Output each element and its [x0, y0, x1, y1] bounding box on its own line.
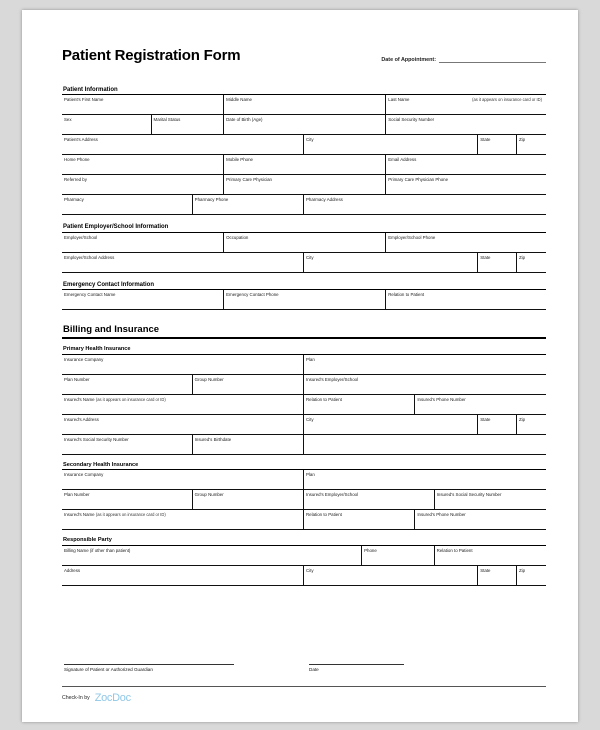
field-primary-insured-employer-school[interactable]: Insured's Employer/School [305, 376, 359, 382]
field-billing-zip[interactable]: Zip [518, 567, 526, 573]
field-primary-plan-number[interactable]: Plan Number [62, 375, 193, 394]
form-sheet [62, 48, 546, 704]
field-zip[interactable]: Zip [518, 137, 526, 143]
field-secondary-insured-name[interactable] [62, 510, 304, 529]
field-employer-school[interactable]: Employer/School [62, 233, 224, 252]
field-referred-by[interactable]: Referred by [62, 175, 224, 194]
subsection-heading-primary-insurance: Primary Health Insurance [62, 346, 546, 355]
table-row [62, 415, 546, 435]
field-primary-care-physician-phone[interactable]: Primary Care Physician Phone [388, 177, 449, 183]
form-header [62, 48, 546, 65]
employer-school-table [62, 233, 546, 273]
field-primary-insured-city[interactable]: City [304, 415, 478, 434]
field-primary-insured-phone-number[interactable]: Insured's Phone Number [417, 396, 466, 402]
table-row [62, 233, 546, 253]
field-billing-phone[interactable]: Phone [362, 546, 435, 565]
signature-label: Signature of Patient or Authorized Guardian [64, 667, 153, 672]
field-secondary-plan-number[interactable]: Plan Number [62, 490, 193, 509]
appointment-date-input[interactable] [439, 56, 546, 63]
field-emergency-contact-phone[interactable]: Emergency Contact Phone [224, 290, 386, 309]
field-primary-insured-ssn[interactable]: Insured's Social Security Number [62, 435, 193, 454]
field-primary-insured-name-hint: (as it appears on insurance card or ID) [95, 396, 166, 402]
table-row [62, 355, 546, 375]
field-sex[interactable]: Sex [62, 115, 152, 134]
page-title: Patient Registration Form [62, 47, 241, 64]
field-pharmacy-address[interactable]: Pharmacy Address [305, 197, 343, 203]
field-pharmacy-phone[interactable]: Pharmacy Phone [193, 195, 304, 214]
field-employer-school-phone[interactable]: Employer/School Phone [388, 234, 436, 240]
table-row [62, 435, 546, 455]
field-primary-insured-name-label: Insured's Name [64, 396, 95, 402]
form-footer [62, 686, 546, 704]
signature-date-label: Date [309, 667, 319, 672]
appointment-date-label: Date of Appointment: [381, 56, 436, 63]
table-row [62, 395, 546, 415]
field-middle-name[interactable]: Middle Name [224, 95, 386, 114]
table-row [62, 95, 546, 115]
secondary-insurance-table [62, 470, 546, 530]
field-secondary-plan[interactable]: Plan [306, 472, 315, 478]
signature-field[interactable] [64, 664, 234, 673]
table-row [62, 115, 546, 135]
field-primary-group-number[interactable]: Group Number [193, 375, 304, 394]
field-home-phone[interactable]: Home Phone [62, 155, 224, 174]
table-row [62, 546, 546, 566]
field-billing-relation-to-patient[interactable]: Relation to Patient [436, 547, 473, 553]
field-primary-row5-blank[interactable] [304, 435, 546, 454]
field-employer-school-address[interactable]: Employer/School Address [62, 253, 304, 272]
section-heading-employer-school: Patient Employer/School Information [62, 224, 546, 233]
field-city[interactable]: City [304, 135, 478, 154]
table-row [62, 290, 546, 310]
field-last-name-label: Last Name [388, 97, 410, 103]
footer-text: Check-In by [62, 695, 90, 701]
subsection-heading-secondary-insurance: Secondary Health Insurance [62, 462, 546, 471]
field-primary-insured-name[interactable] [62, 395, 304, 414]
field-secondary-insured-ssn[interactable]: Insured's Social Security Number [436, 492, 502, 498]
table-row [62, 566, 546, 586]
table-row [62, 470, 546, 490]
table-row [62, 253, 546, 273]
field-mobile-phone[interactable]: Mobile Phone [224, 155, 386, 174]
field-secondary-insured-name-label: Insured's Name [64, 512, 95, 518]
field-secondary-relation-to-patient[interactable]: Relation to Patient [304, 510, 415, 529]
field-employer-zip[interactable]: Zip [518, 254, 526, 260]
subsection-heading-responsible-party: Responsible Party [62, 537, 546, 546]
field-employer-city[interactable]: City [304, 253, 478, 272]
field-secondary-insured-name-hint: (as it appears on insurance card or ID) [95, 512, 166, 518]
emergency-contact-table [62, 290, 546, 310]
table-row [62, 175, 546, 195]
field-primary-plan[interactable]: Plan [306, 356, 315, 362]
table-row [62, 155, 546, 175]
responsible-party-table [62, 546, 546, 586]
field-billing-city[interactable]: City [304, 566, 478, 585]
table-row [62, 135, 546, 155]
zocdoc-logo [95, 692, 131, 704]
zocdoc-logo-zoc: Zoc [94, 692, 113, 704]
field-last-name-hint: (as it appears on insurance card or ID) [472, 97, 542, 103]
table-row [62, 375, 546, 395]
signature-date-field[interactable] [309, 664, 404, 673]
table-row [62, 510, 546, 530]
field-primary-insured-address[interactable]: Insured's Address [62, 415, 304, 434]
signature-area [62, 664, 546, 673]
field-billing-address[interactable]: Address [62, 566, 304, 585]
field-date-of-birth[interactable]: Date of Birth (Age) [224, 115, 386, 134]
field-social-security-number[interactable]: Social Security Number [388, 117, 435, 123]
field-pharmacy[interactable]: Pharmacy [62, 195, 193, 214]
field-secondary-insurance-company[interactable]: Insurance Company [62, 470, 304, 489]
field-email-address[interactable]: Email Address [388, 157, 417, 163]
field-secondary-insured-phone-number[interactable]: Insured's Phone Number [417, 512, 466, 518]
field-state[interactable]: State [478, 135, 517, 154]
form-page [22, 10, 578, 722]
field-employer-state[interactable]: State [478, 253, 517, 272]
field-primary-insured-birthdate[interactable]: Insured's Birthdate [193, 435, 304, 454]
field-primary-relation-to-patient[interactable]: Relation to Patient [304, 395, 415, 414]
primary-insurance-table [62, 355, 546, 455]
section-heading-patient-information: Patient Information [62, 87, 546, 96]
field-patient-address[interactable]: Patient's Address [62, 135, 304, 154]
table-row [62, 490, 546, 510]
field-billing-state[interactable]: State [478, 566, 517, 585]
table-row [62, 195, 546, 215]
field-primary-insurance-company[interactable]: Insurance Company [62, 355, 304, 374]
field-emergency-relation-to-patient[interactable]: Relation to Patient [388, 292, 425, 298]
field-occupation[interactable]: Occupation [224, 233, 386, 252]
field-marital-status[interactable]: Marital Status [152, 115, 225, 134]
field-secondary-insured-employer-school[interactable]: Insured's Employer/School [304, 490, 435, 509]
patient-information-table [62, 95, 546, 215]
field-emergency-contact-name[interactable]: Emergency Contact Name [62, 290, 224, 309]
field-billing-name[interactable]: Billing Name (if other than patient) [62, 546, 362, 565]
field-patient-first-name[interactable]: Patient's First Name [62, 95, 224, 114]
section-heading-billing-insurance: Billing and Insurance [62, 324, 546, 339]
field-secondary-group-number[interactable]: Group Number [193, 490, 304, 509]
zocdoc-logo-doc: Doc [112, 692, 131, 704]
appointment-date-field[interactable] [381, 56, 546, 65]
section-heading-emergency-contact: Emergency Contact Information [62, 282, 546, 291]
field-primary-insured-zip[interactable]: Zip [518, 416, 526, 422]
field-primary-care-physician[interactable]: Primary Care Physician [224, 175, 386, 194]
field-last-name[interactable] [386, 95, 546, 114]
field-primary-insured-state[interactable]: State [478, 415, 517, 434]
